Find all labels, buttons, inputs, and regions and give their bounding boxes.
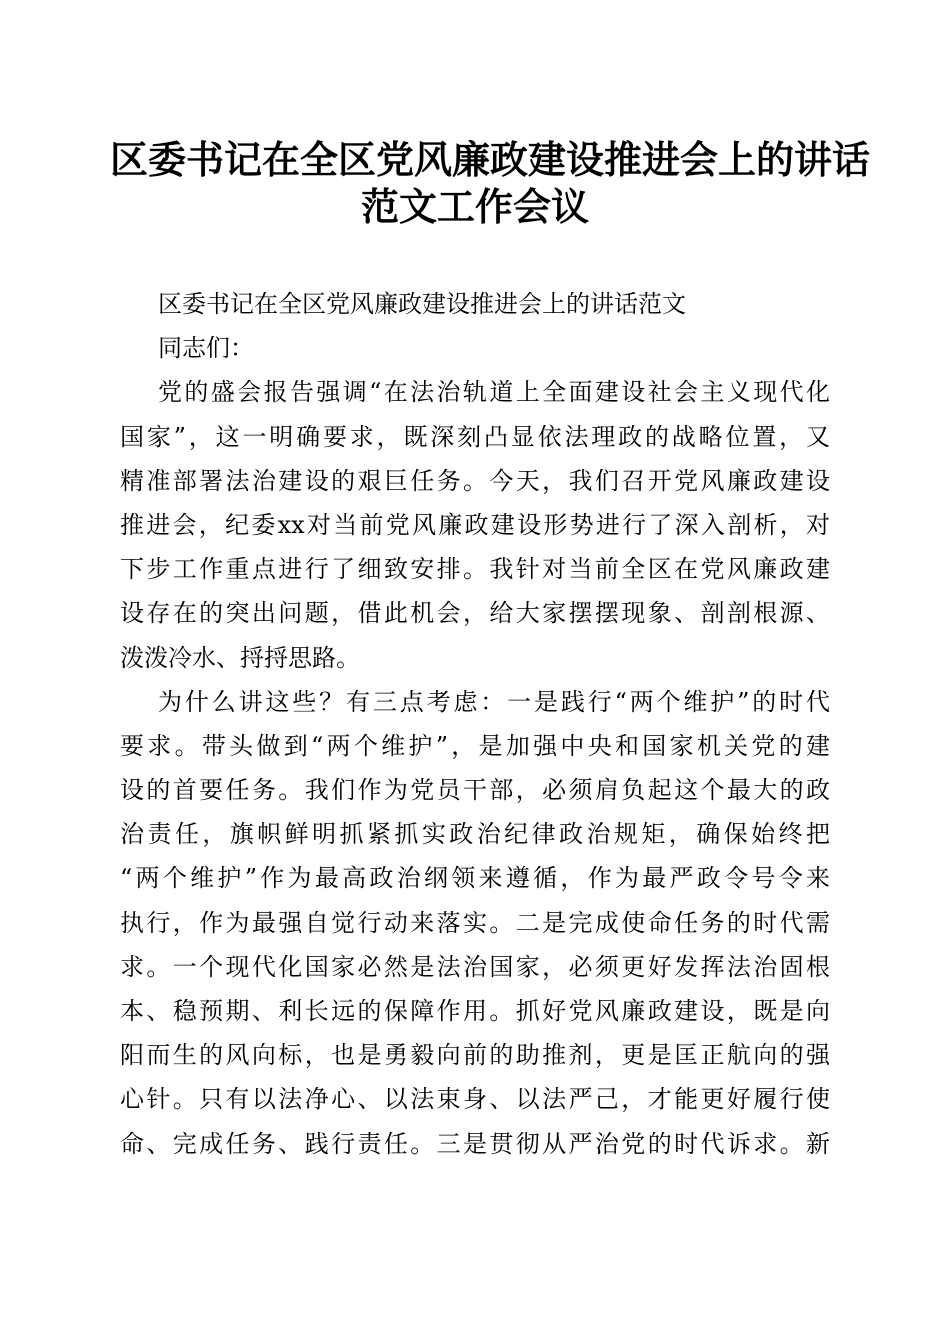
text-line: 心针。只有以法净心、以法束身、以法严己，才能更好履行使 <box>120 1085 830 1114</box>
text-line: 同志们： <box>158 334 254 363</box>
document-body <box>120 282 830 1166</box>
text-line: “两个维护”作为最高政治纲领来遵循，作为最严政令号令来 <box>120 864 830 893</box>
text-line: 设存在的突出问题，借此机会，给大家摆摆现象、剖剖根源、 <box>120 599 830 628</box>
title-line: 区委书记在全区党风廉政建设推进会上的讲话 <box>110 137 871 182</box>
text-line: 区委书记在全区党风廉政建设推进会上的讲话范文 <box>158 290 686 318</box>
document-title <box>110 136 871 230</box>
text-line: 阳而生的风向标，也是勇毅向前的助推剂，更是匡正航向的强 <box>120 1041 830 1070</box>
text-line: 本、稳预期、利长远的保障作用。抓好党风廉政建设，既是向 <box>120 997 830 1025</box>
text-line: 求。一个现代化国家必然是法治国家，必须更好发挥法治固根 <box>120 952 830 981</box>
text-line: 党的盛会报告强调“在法治轨道上全面建设社会主义现代化 <box>158 378 830 407</box>
text-line: 设的首要任务。我们作为党员干部，必须肩负起这个最大的政 <box>120 776 830 805</box>
text-line: 命、完成任务、践行责任。三是贯彻从严治党的时代诉求。新 <box>120 1129 830 1158</box>
text-line: 要求。带头做到“两个维护”，是加强中央和国家机关党的建 <box>120 731 830 760</box>
text-line: 精准部署法治建设的艰巨任务。今天，我们召开党风廉政建设 <box>120 466 830 495</box>
text-line: 为什么讲这些？有三点考虑：一是践行“两个维护”的时代 <box>158 687 830 716</box>
text-line: 泼泼冷水、捋捋思路。 <box>120 643 360 672</box>
text-line: 下步工作重点进行了细致安排。我针对当前全区在党风廉政建 <box>120 555 830 584</box>
title-line: 范文工作会议 <box>360 184 589 229</box>
text-line: 治责任，旗帜鲜明抓紧抓实政治纪律政治规矩，确保始终把 <box>120 820 830 849</box>
text-line: 推进会，纪委xx对当前党风廉政建设形势进行了深入剖析，对 <box>120 510 830 539</box>
text-line: 执行，作为最强自觉行动来落实。二是完成使命任务的时代需 <box>120 908 830 937</box>
text-line: 国家”，这一明确要求，既深刻凸显依法理政的战略位置，又 <box>120 422 830 451</box>
